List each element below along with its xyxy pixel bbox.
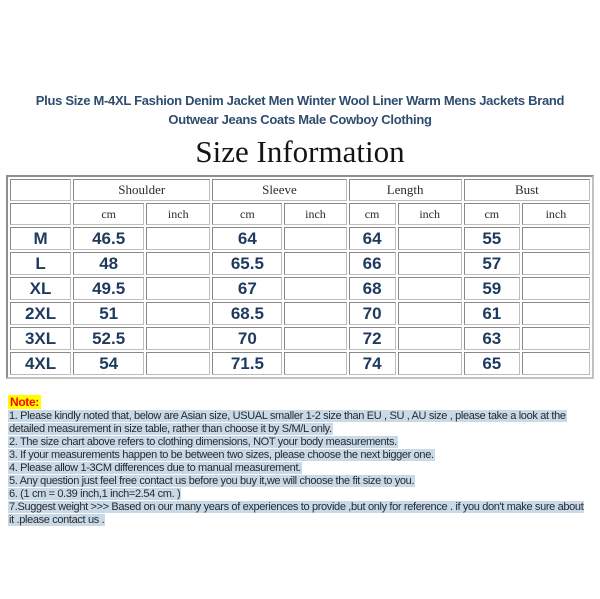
note-line — [8, 436, 600, 449]
size-table-row — [10, 352, 590, 375]
product-title-line-1: Plus Size M-4XL Fashion Denim Jacket Men Winter Wool Liner Warm Mens Jackets Brand — [35, 93, 565, 108]
measurement-cell — [284, 327, 346, 350]
note-line-text: 2. The size chart above refers to clothing dimensions, NOT your body measurements. — [9, 436, 397, 448]
measurement-cell — [284, 277, 346, 300]
measurement-cell: 57 — [464, 252, 520, 275]
measurement-cell: 67 — [212, 277, 282, 300]
measurement-cell — [398, 277, 462, 300]
measurement-cell — [522, 302, 590, 325]
measurement-cell — [284, 252, 346, 275]
unit-header-inch: inch — [398, 203, 462, 225]
unit-header-inch: inch — [522, 203, 590, 225]
note-line-text: 6. (1 cm = 0.39 inch,1 inch=2.54 cm. ) — [9, 488, 181, 500]
measurement-cell: 59 — [464, 277, 520, 300]
size-label-cell: M — [10, 227, 71, 250]
note-line — [8, 423, 600, 436]
unit-header-cm: cm — [212, 203, 282, 225]
note-line — [8, 514, 600, 527]
measurement-cell: 74 — [349, 352, 396, 375]
note-section — [8, 395, 600, 527]
note-lines — [8, 410, 600, 527]
measurement-cell — [146, 227, 210, 250]
size-table-row — [10, 302, 590, 325]
measurement-cell — [146, 277, 210, 300]
measurement-cell — [522, 252, 590, 275]
measurement-cell — [146, 302, 210, 325]
measurement-cell — [522, 277, 590, 300]
table-unit-header-row — [10, 203, 590, 225]
measurement-cell: 66 — [349, 252, 396, 275]
measurement-cell: 65 — [464, 352, 520, 375]
measurement-cell: 68.5 — [212, 302, 282, 325]
measurement-cell: 70 — [212, 327, 282, 350]
note-line-text: 3. If your measurements happen to be between two sizes, please choose the next bigger one. — [9, 449, 434, 461]
measurement-cell — [284, 302, 346, 325]
note-line — [8, 410, 600, 423]
note-line-text: 4. Please allow 1-3CM differences due to manual measurement. — [9, 462, 301, 474]
note-line-text: 1. Please kindly noted that, below are Asian size, USUAL smaller 1-2 size than EU , SU , AU size , please take a look at the — [9, 410, 566, 422]
column-group-bust: Bust — [464, 179, 590, 201]
measurement-cell — [398, 327, 462, 350]
note-line-text: 7.Suggest weight >>> Based on our many years of experiences to provide ,but only for reference . if you don't make sure about — [9, 501, 584, 513]
measurement-cell: 51 — [73, 302, 144, 325]
measurement-cell: 72 — [349, 327, 396, 350]
column-group-sleeve: Sleeve — [212, 179, 346, 201]
measurement-cell — [398, 227, 462, 250]
measurement-cell — [522, 352, 590, 375]
size-table-row — [10, 252, 590, 275]
measurement-cell: 64 — [212, 227, 282, 250]
measurement-cell — [398, 252, 462, 275]
note-line — [8, 462, 600, 475]
unit-header-cm: cm — [464, 203, 520, 225]
measurement-cell: 63 — [464, 327, 520, 350]
measurement-cell: 54 — [73, 352, 144, 375]
measurement-cell — [284, 227, 346, 250]
unit-header-cm: cm — [73, 203, 144, 225]
size-table-row — [10, 277, 590, 300]
measurement-cell — [146, 252, 210, 275]
note-line — [8, 475, 600, 488]
size-label-cell: 3XL — [10, 327, 71, 350]
corner-blank-cell — [10, 179, 71, 201]
measurement-cell: 64 — [349, 227, 396, 250]
unit-header-inch: inch — [284, 203, 346, 225]
note-label: Note: — [10, 395, 39, 409]
size-table — [6, 175, 594, 379]
measurement-cell — [522, 327, 590, 350]
note-line-text: it .please contact us . — [9, 514, 105, 526]
measurement-cell — [398, 352, 462, 375]
note-line-text: detailed measurement in size table, rather than choose it by S/M/L only. — [9, 423, 332, 435]
unit-blank-cell — [10, 203, 71, 225]
measurement-cell: 55 — [464, 227, 520, 250]
measurement-cell — [284, 352, 346, 375]
size-table-row — [10, 327, 590, 350]
table-group-header-row — [10, 179, 590, 201]
measurement-cell: 52.5 — [73, 327, 144, 350]
measurement-cell: 68 — [349, 277, 396, 300]
measurement-cell — [146, 352, 210, 375]
column-group-shoulder: Shoulder — [73, 179, 210, 201]
measurement-cell: 49.5 — [73, 277, 144, 300]
measurement-cell: 61 — [464, 302, 520, 325]
measurement-cell — [146, 327, 210, 350]
column-group-length: Length — [349, 179, 462, 201]
note-line-text: 5. Any question just feel free contact us before you buy it,we will choose the fit size to you. — [9, 475, 415, 487]
note-label-row — [8, 395, 600, 410]
note-line — [8, 488, 600, 501]
measurement-cell: 71.5 — [212, 352, 282, 375]
measurement-cell — [398, 302, 462, 325]
unit-header-inch: inch — [146, 203, 210, 225]
note-line — [8, 449, 600, 462]
measurement-cell: 48 — [73, 252, 144, 275]
size-table-row — [10, 227, 590, 250]
measurement-cell — [522, 227, 590, 250]
size-label-cell: L — [10, 252, 71, 275]
size-label-cell: 2XL — [10, 302, 71, 325]
size-label-cell: 4XL — [10, 352, 71, 375]
unit-header-cm: cm — [349, 203, 396, 225]
measurement-cell: 46.5 — [73, 227, 144, 250]
product-title-line-2: Outwear Jeans Coats Male Cowboy Clothing — [168, 112, 432, 127]
size-label-cell: XL — [10, 277, 71, 300]
measurement-cell: 70 — [349, 302, 396, 325]
note-line — [8, 501, 600, 514]
product-title — [0, 91, 600, 129]
measurement-cell: 65.5 — [212, 252, 282, 275]
size-information-heading: Size Information — [195, 134, 405, 169]
